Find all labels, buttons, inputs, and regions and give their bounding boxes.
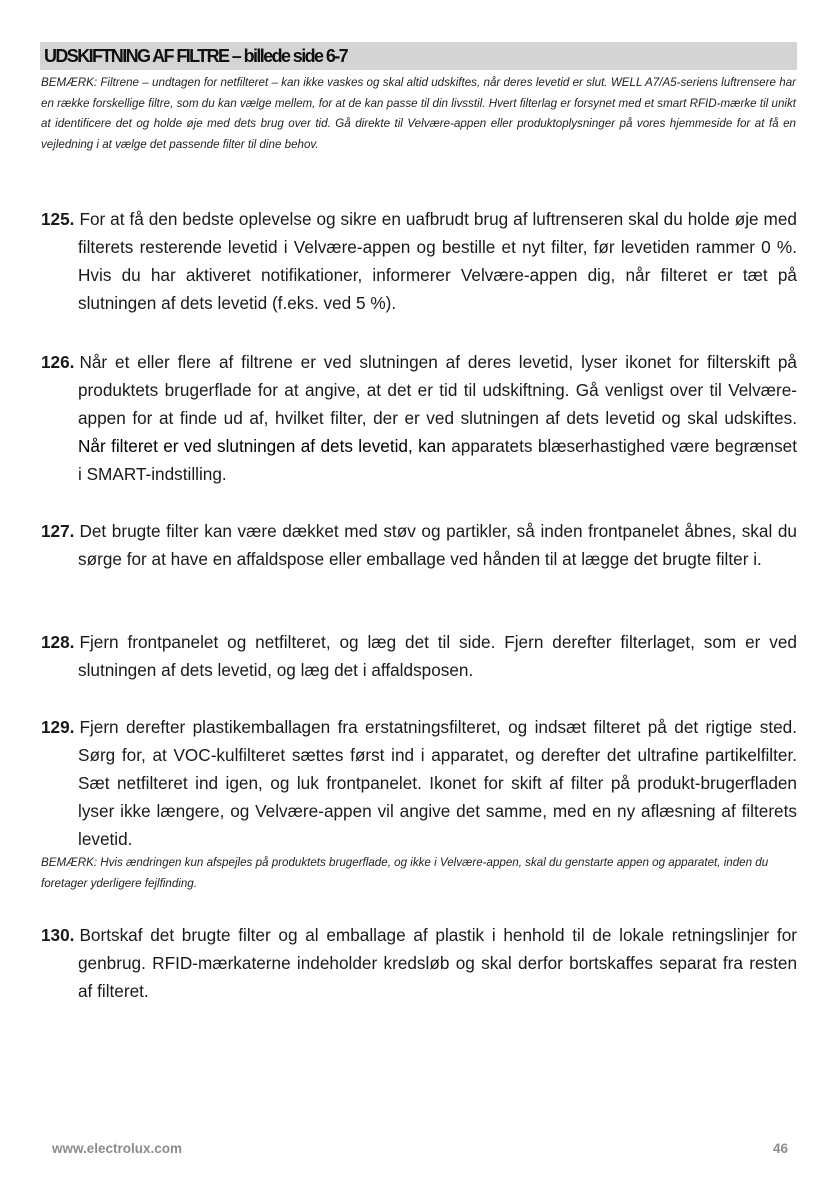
step-text-end: apparatets blæserhastighed være begrænset i SMART-indstilling. bbox=[78, 436, 798, 484]
step-number: 127. bbox=[41, 521, 75, 541]
step-129 bbox=[41, 713, 797, 853]
step-125 bbox=[41, 205, 797, 317]
footer-website: www.electrolux.com bbox=[52, 1141, 183, 1156]
step-number: 129. bbox=[41, 717, 75, 737]
intro-note: BEMÆRK: Filtrene – undtagen for netfilteret – kan ikke vaskes og skal altid udskiftes, når deres levetid er slut. WELL A7/A5-seriens luftrensere har en række forskellige filtre, som du kan vælge mellem, for at de kan passe til din livsstil. Hvert filterlag er forsynet med et smart RFID-mærke til unikt at identificere det og holde øje med dets brug over tid. Gå direkte til Velvære-appen eller produktoplysninger på vores hjemmeside for at få en vejledning i at vælge det passende filter til dine behov. bbox=[41, 76, 796, 151]
section-header-bar bbox=[40, 42, 797, 70]
step-text: Fjern derefter plastikemballagen fra erstatningsfilteret, og indsæt filteret på det rigtige sted. Sørg for, at VOC-kulfilteret sættes først ind i apparatet, og derefter det ultrafine partikelfilter. Sæt netfilteret ind igen, og luk frontpanelet. Ikonet for skift af filter på produkt-brugerfladen lyser ikke længere, og Velvære-appen vil angive det samme, med en ny aflæsning af filterets levetid. bbox=[78, 717, 797, 849]
step-text: For at få den bedste oplevelse og sikre en uafbrudt brug af luftrenseren skal du holde øje med filterets resterende levetid i Velvære-appen og bestille et nyt filter, før levetiden rammer 0 %. Hvis du har aktiveret notifikationer, informerer Velvære-appen dig, når filteret er tæt på slutningen af dets levetid (f.eks. ved 5 %). bbox=[78, 209, 797, 313]
step-number: 128. bbox=[41, 632, 75, 652]
step-text: Bortskaf det brugte filter og al emballage af plastik i henhold til de lokale retningslinjer for genbrug. RFID-mærkaterne indeholder kredsløb og skal derfor bortskaffes separat fra resten af filteret. bbox=[78, 925, 797, 1001]
step-129-note: BEMÆRK: Hvis ændringen kun afspejles på produktets brugerflade, og ikke i Velvære-appen, skal du genstarte appen og apparatet, inden du foretager yderligere fejlfinding. bbox=[41, 856, 769, 890]
step-127 bbox=[41, 517, 797, 573]
step-text: Fjern frontpanelet og netfilteret, og læg det til side. Fjern derefter filterlaget, som er ved slutningen af dets levetid, og læg det i affaldsposen. bbox=[78, 632, 797, 680]
step-text-highlight: Når filteret er ved slutningen af dets levetid, kan bbox=[78, 436, 446, 456]
step-number: 126. bbox=[41, 352, 75, 372]
step-number: 130. bbox=[41, 925, 75, 945]
step-130 bbox=[41, 921, 797, 1005]
step-text: Når et eller flere af filtrene er ved slutningen af deres levetid, lyser ikonet for filterskift på produktets brugerflade for at angive, at det er tid til udskiftning. Gå venligst over til Velvære-appen for at finde ud af, hvilket filter, der er ved slutningen af dets levetid og skal udskiftes. bbox=[78, 352, 797, 428]
step-text: Det brugte filter kan være dækket med støv og partikler, så inden frontpanelet åbnes, skal du sørge for at have en affaldspose eller emballage ved hånden til at lægge det brugte filter i. bbox=[78, 521, 797, 569]
section-title: UDSKIFTNING AF FILTRE – billede side 6-7 bbox=[44, 46, 348, 66]
step-number: 125. bbox=[41, 209, 75, 229]
step-126 bbox=[41, 348, 797, 488]
step-128 bbox=[41, 628, 797, 684]
footer-page-number: 46 bbox=[772, 1141, 788, 1156]
